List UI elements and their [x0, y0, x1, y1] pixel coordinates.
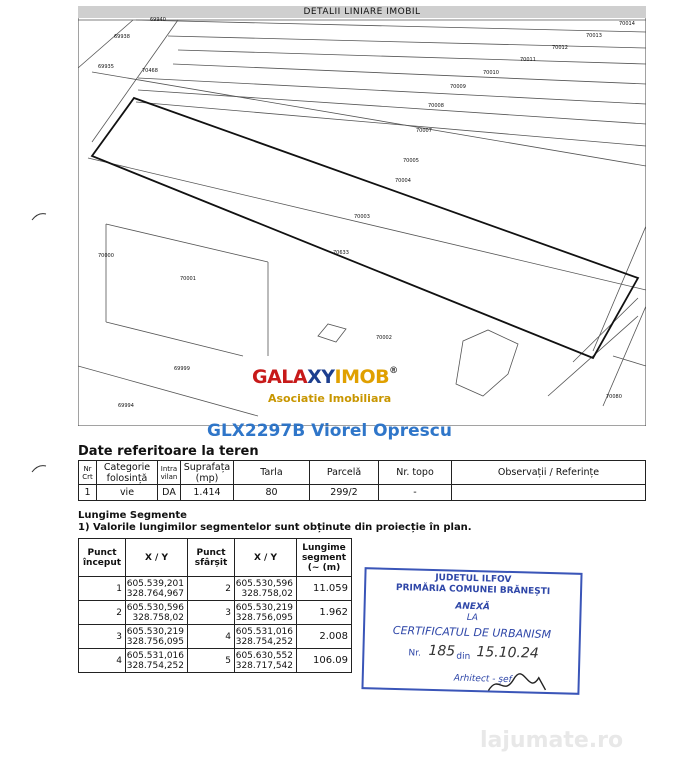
coord-y: 328.756,095 [126, 636, 184, 647]
segments-table [78, 538, 352, 673]
stamp-la: LA [466, 612, 479, 624]
coord-x: 605.531,016 [235, 626, 293, 637]
watermark: lajumate.ro [480, 728, 624, 753]
cell: 1.962 [297, 601, 352, 625]
logo-part: XY [307, 366, 335, 388]
stamp-townhall: PRIMĂRIA COMUNEI BRĂNEȘTI [395, 582, 551, 598]
cell: 1.414 [181, 485, 234, 501]
parcel-label: 70080 [606, 394, 622, 400]
col-header: Parcelă [310, 461, 379, 485]
coord-x: 605.530,219 [235, 602, 293, 613]
cell: 2 [188, 577, 235, 601]
col-header: Suprafața (mp) [181, 461, 234, 485]
coord-y: 328.754,252 [235, 636, 293, 647]
col-header: Punct început [79, 539, 126, 577]
cell: 4 [79, 649, 126, 673]
segment-row [79, 601, 352, 625]
col-header: X / Y [126, 539, 188, 577]
cell: DA [158, 485, 181, 501]
parcel-label: 70003 [354, 214, 370, 220]
parcel-label: 70014 [619, 21, 635, 27]
coord-x: 605.530,596 [126, 602, 184, 613]
cell: 1 [79, 577, 126, 601]
parcel-label: 70001 [180, 276, 196, 282]
stamp-county: JUDETUL ILFOV [435, 573, 512, 586]
cell: vie [97, 485, 158, 501]
stamp-din-label: din [456, 651, 471, 662]
col-header: Observații / Referințe [452, 461, 646, 485]
parcel-label: 70011 [520, 57, 536, 63]
col-header: Nr Crt [79, 461, 97, 485]
logo-part: IMOB [334, 366, 390, 388]
cell: - [379, 485, 452, 501]
stamp-date: 15.10.24 [476, 644, 539, 662]
parcel-label: 70004 [395, 178, 411, 184]
cell: 11.059 [297, 577, 352, 601]
logo-reg: ® [389, 366, 398, 376]
col-header: X / Y [235, 539, 297, 577]
parcel-label: 70010 [483, 70, 499, 76]
cell [235, 601, 297, 625]
coord-y: 328.764,967 [126, 588, 184, 599]
coord-y: 328.754,252 [126, 660, 184, 671]
cell: 2 [79, 601, 126, 625]
logo-part: GALA [252, 366, 308, 388]
segments-note: 1) Valorile lungimilor segmentelor sunt obținute din proiecție în plan. [78, 522, 472, 533]
cell [235, 577, 297, 601]
parcel-label: 70009 [450, 84, 466, 90]
stamp-architect: Arhitect - șef [453, 673, 512, 686]
plan-title: DETALII LINIARE IMOBIL [78, 6, 646, 18]
col-header: Tarla [234, 461, 310, 485]
cell [235, 649, 297, 673]
parcel-label: 69994 [118, 403, 134, 409]
teren-header-row [79, 461, 646, 485]
parcel-label: 70468 [142, 68, 158, 74]
stamp-nr-label: Nr. [408, 648, 421, 659]
signature-icon [483, 668, 554, 700]
segments-header-row [79, 539, 352, 577]
cell: 106.09 [297, 649, 352, 673]
coord-y: 328.758,02 [241, 588, 293, 599]
coord-y: 328.756,095 [235, 612, 293, 623]
cell [235, 625, 297, 649]
stamp-certificate: CERTIFICATUL DE URBANISM [392, 623, 552, 642]
margin-mark [30, 462, 50, 474]
galaxyimob-logo [252, 366, 398, 388]
teren-table [78, 460, 646, 501]
cell: 2.008 [297, 625, 352, 649]
parcel-label: 70012 [552, 45, 568, 51]
parcel-label: 69940 [150, 17, 166, 23]
parcel-label: 70000 [98, 253, 114, 259]
logo-subtitle: Asociatie Imobiliara [268, 392, 392, 405]
parcel-label: 69938 [114, 34, 130, 40]
col-header: Intra vilan [158, 461, 181, 485]
parcel-label: 70005 [403, 158, 419, 164]
segment-row [79, 625, 352, 649]
cell: 3 [188, 601, 235, 625]
cell: 3 [79, 625, 126, 649]
parcel-label: 70013 [586, 33, 602, 39]
teren-row [79, 485, 646, 501]
col-header: Lungime segment (~ (m) [297, 539, 352, 577]
segments-title: Lungime Segmente [78, 510, 187, 521]
cell [126, 601, 188, 625]
coord-x: 605.531,016 [126, 650, 184, 661]
parcel-label: 70633 [333, 250, 349, 256]
cell: 5 [188, 649, 235, 673]
coord-x: 605.539,201 [126, 578, 184, 589]
parcel-label: 69935 [98, 64, 114, 70]
coord-x: 605.530,596 [235, 578, 293, 589]
segment-row [79, 649, 352, 673]
col-header: Nr. topo [379, 461, 452, 485]
segment-row [79, 577, 352, 601]
coord-x: 605.630,552 [235, 650, 293, 661]
cadastral-plan [78, 6, 646, 426]
stamp-anexa: ANEXĂ [455, 601, 491, 613]
col-header: Categorie folosință [97, 461, 158, 485]
cell [126, 625, 188, 649]
parcel-label: 69999 [174, 366, 190, 372]
parcel-label: 70008 [428, 103, 444, 109]
urbanism-stamp [361, 567, 582, 695]
cell [452, 485, 646, 501]
cell [126, 649, 188, 673]
listing-reference: GLX2297B Viorel Oprescu [207, 421, 452, 441]
cell: 299/2 [310, 485, 379, 501]
cell: 1 [79, 485, 97, 501]
col-header: Punct sfârșit [188, 539, 235, 577]
margin-mark [30, 210, 50, 222]
coord-y: 328.758,02 [132, 612, 184, 623]
coord-y: 328.717,542 [235, 660, 293, 671]
stamp-nr-value: 185 [428, 642, 456, 660]
cell: 4 [188, 625, 235, 649]
parcel-label: 70007 [416, 128, 432, 134]
teren-section-title: Date referitoare la teren [78, 444, 259, 459]
coord-x: 605.530,219 [126, 626, 184, 637]
cell [126, 577, 188, 601]
parcel-label: 70002 [376, 335, 392, 341]
cell: 80 [234, 485, 310, 501]
